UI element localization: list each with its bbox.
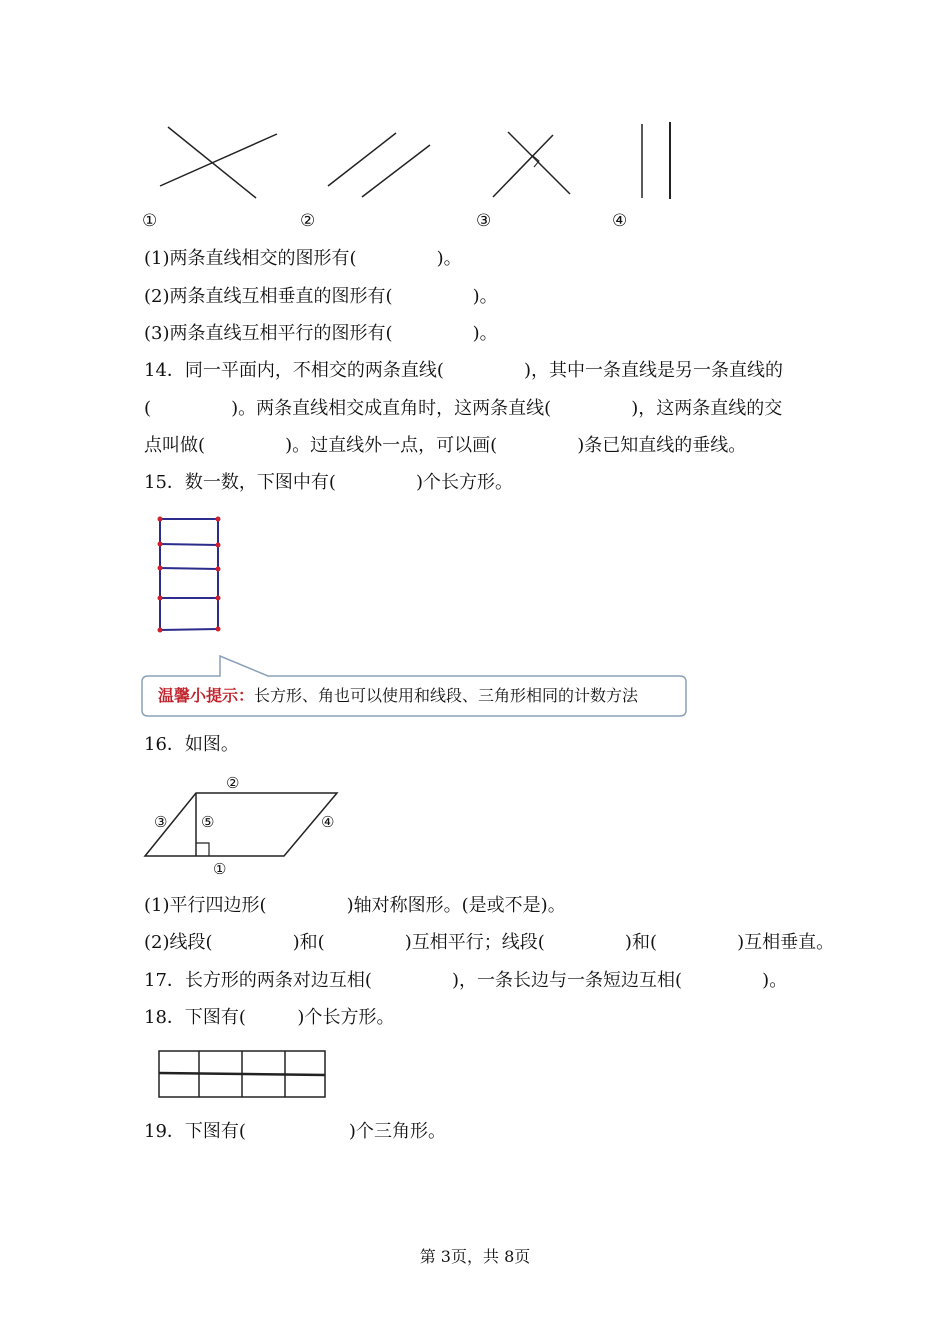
q13-item-1: (1)两条直线相交的图形有( )。 <box>144 248 462 269</box>
seg-label-top: ② <box>226 774 240 792</box>
q16-item-1: (1)平行四边形( )轴对称图形。(是或不是)。 <box>144 895 566 916</box>
tip-content: 长方形、角也可以使用和线段、三角形相同的计数方法 <box>254 686 639 705</box>
fig-label-1: ① <box>142 211 158 231</box>
q13-item-3: (3)两条直线互相平行的图形有( )。 <box>144 323 498 344</box>
fig-label-3: ③ <box>476 211 492 231</box>
page-footer: 第 3页，共 8页 <box>419 1247 531 1266</box>
seg-label-bottom: ① <box>213 860 227 878</box>
seg-label-right: ④ <box>321 813 335 831</box>
fig-label-2: ② <box>300 211 316 231</box>
seg-label-mid: ⑤ <box>201 813 215 831</box>
q14-line-2: ( )。两条直线相交成直角时，这两条直线( )，这两条直线的交 <box>144 398 783 419</box>
q14-line-3: 点叫做( )。过直线外一点，可以画( )条已知直线的垂线。 <box>144 435 747 456</box>
q16-title: 16．如图。 <box>144 734 239 755</box>
q13-item-2: (2)两条直线互相垂直的图形有( )。 <box>144 286 498 307</box>
q19-question: 19．下图有( )个三角形。 <box>144 1121 446 1142</box>
q18-question: 18．下图有( )个长方形。 <box>144 1007 395 1028</box>
q16-item-2: (2)线段( )和( )互相平行；线段( )和( )互相垂直。 <box>144 932 835 953</box>
q15-question: 15．数一数，下图中有( )个长方形。 <box>144 472 514 493</box>
seg-label-left: ③ <box>154 813 168 831</box>
q14-line-1: 14．同一平面内，不相交的两条直线( )，其中一条直线是另一条直线的 <box>144 360 784 381</box>
fig-label-4: ④ <box>612 211 628 231</box>
q17-question: 17．长方形的两条对边互相( )，一条长边与一条短边互相( )。 <box>144 970 788 991</box>
tip-label: 温馨小提示： <box>158 686 255 705</box>
